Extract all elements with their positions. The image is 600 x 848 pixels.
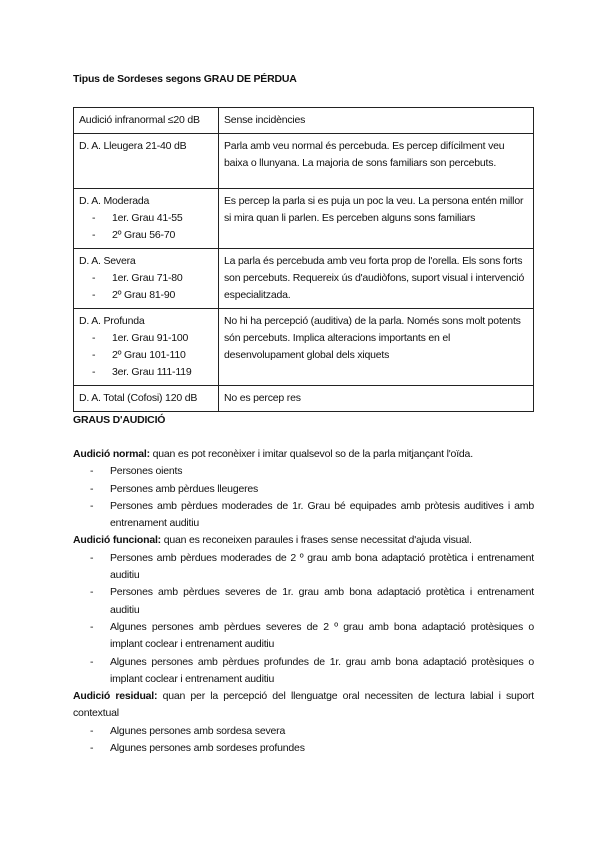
description-cell: No es percep res <box>219 386 534 412</box>
grade-item <box>79 330 213 347</box>
grade-item <box>79 270 213 287</box>
bullet-dash: - <box>92 349 96 361</box>
grade-item <box>79 210 213 227</box>
grade-label: 2º Grau 56-70 <box>112 229 176 241</box>
hearing-level-paragraph <box>73 688 534 723</box>
list-item <box>73 654 534 689</box>
table-row <box>74 309 534 386</box>
list-item <box>73 619 534 654</box>
hearing-level-term: Audició residual: <box>73 690 158 703</box>
document-title: Tipus de Sordeses segons GRAU DE PÉRDUA <box>73 73 297 85</box>
grade-item <box>79 287 213 304</box>
grade-label: 2º Grau 81-90 <box>112 289 176 301</box>
hearing-loss-type-cell <box>74 189 219 249</box>
hearing-loss-type: D. A. Lleugera 21-40 dB <box>79 140 187 152</box>
table-row <box>74 249 534 309</box>
bullet-dash: - <box>90 742 94 755</box>
bullet-dash: - <box>92 229 96 241</box>
grade-label: 3er. Grau 111-119 <box>112 366 192 378</box>
bullet-dash: - <box>92 366 96 378</box>
grade-label: 1er. Grau 91-100 <box>112 332 189 344</box>
hearing-loss-type-cell <box>74 309 219 386</box>
list-item-text: Algunes persones amb sordeses profundes <box>110 742 305 755</box>
bullet-dash: - <box>92 289 96 301</box>
bullet-dash: - <box>90 499 94 512</box>
hearing-level-definition: quan es reconeixen paraules i frases sense necessitat d'ajuda visual. <box>160 534 472 547</box>
hearing-levels-body <box>73 446 534 757</box>
list-item <box>73 584 534 619</box>
list-item-text: Algunes persones amb pèrdues profundes de 1r. grau amb bona adaptació protèsiques o implant coclear i entrenament auditiu <box>110 655 534 685</box>
description-cell: Parla amb veu normal és percebuda. Es percep difícilment veu baixa o llunyana. La majoria de sons familiars son percebuts. <box>219 134 534 189</box>
list-item <box>73 498 534 533</box>
grade-item <box>79 347 213 364</box>
table-row <box>74 386 534 412</box>
hearing-level-definition: quan per la percepció del llenguatge oral necessiten de lectura labial i suport contextual <box>73 690 534 720</box>
table-row <box>74 189 534 249</box>
list-item-text: Persones amb pèrdues moderades de 2 º grau amb bona adaptació protètica i entrenament auditiu <box>110 551 534 582</box>
hearing-level-term: Audició funcional: <box>73 534 161 547</box>
bullet-dash: - <box>90 655 94 668</box>
list-item <box>73 550 534 585</box>
hearing-loss-type: D. A. Moderada <box>79 195 150 207</box>
hearing-level-term: Audició normal: <box>73 448 150 460</box>
list-item-text: Persones oients <box>110 465 183 478</box>
hearing-level-paragraph <box>73 446 534 463</box>
list-item <box>73 481 534 498</box>
hearing-level-definition: quan es pot reconèixer i imitar qualsevol so de la parla mitjançant l'oïda. <box>149 448 473 460</box>
bullet-dash: - <box>90 724 94 737</box>
list-item-text: Persones amb pèrdues moderades de 1r. Grau bé equipades amb pròtesis auditives i amb entrenament auditiu <box>110 499 534 530</box>
list-item-text: Algunes persones amb sordesa severa <box>110 724 286 737</box>
hearing-loss-type: D. A. Severa <box>79 255 136 267</box>
grade-label: 2º Grau 101-110 <box>112 349 186 361</box>
hearing-loss-type: D. A. Profunda <box>79 315 145 327</box>
hearing-loss-type-cell <box>74 108 219 134</box>
list-item-text: Persones amb pèrdues lleugeres <box>110 482 259 495</box>
bullet-dash: - <box>90 482 94 495</box>
hearing-loss-type-cell <box>74 249 219 309</box>
hearing-loss-table <box>73 107 534 412</box>
description-cell: La parla és percebuda amb veu forta prop de l'orella. Els sons forts son percebuts. Requereix ús d'audiòfons, suport visual i intervenció especialitzada. <box>219 249 534 309</box>
hearing-loss-type: Audició infranormal ≤20 dB <box>79 114 200 126</box>
list-item-text: Algunes persones amb pèrdues severes de 2 º grau amb bona adaptació protèsiques o implant coclear i entrenament auditiu <box>110 620 534 651</box>
bullet-dash: - <box>90 620 94 633</box>
list-item <box>73 740 534 757</box>
grade-item <box>79 364 213 381</box>
hearing-loss-type-cell <box>74 134 219 189</box>
bullet-dash: - <box>90 551 94 564</box>
list-item <box>73 463 534 480</box>
hearing-level-paragraph <box>73 532 534 549</box>
list-item <box>73 723 534 740</box>
table-row <box>74 134 534 189</box>
description-cell: Es percep la parla si es puja un poc la veu. La persona entén millor si mira quan li parlen. Es perceben alguns sons familiars <box>219 189 534 249</box>
bullet-dash: - <box>90 586 94 599</box>
bullet-dash: - <box>92 272 96 284</box>
table-row <box>74 108 534 134</box>
bullet-dash: - <box>90 465 94 478</box>
description-cell: No hi ha percepció (auditiva) de la parla. Només sons molt potents són percebuts. Implica alteracions importants en el desenvolupament global dels xiquets <box>219 309 534 386</box>
bullet-dash: - <box>92 212 96 224</box>
list-item-text: Persones amb pèrdues severes de 1r. grau amb bona adaptació protètica i entrenament auditiu <box>110 586 534 616</box>
grade-label: 1er. Grau 41-55 <box>112 212 183 224</box>
grade-item <box>79 227 213 244</box>
grade-label: 1er. Grau 71-80 <box>112 272 183 284</box>
description-cell: Sense incidències <box>219 108 534 134</box>
hearing-loss-type-cell <box>74 386 219 412</box>
section-heading: GRAUS D'AUDICIÓ <box>73 414 166 426</box>
bullet-dash: - <box>92 332 96 344</box>
hearing-loss-type: D. A. Total (Cofosi) 120 dB <box>79 392 198 404</box>
